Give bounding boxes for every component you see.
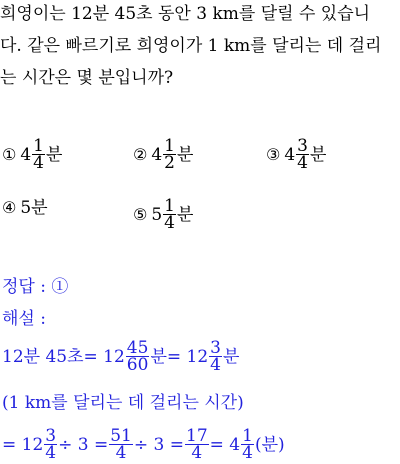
denominator: 4 [33, 153, 44, 173]
denominator: 4 [115, 443, 127, 463]
numerator: 3 [45, 426, 57, 446]
option-fraction [296, 138, 309, 171]
option-marker: ② [133, 144, 148, 164]
option-marker: ④ [2, 198, 17, 217]
option-whole: 4 [20, 144, 32, 165]
option-1[interactable] [2, 138, 62, 171]
numerator: 17 [186, 426, 208, 446]
numerator: 3 [297, 136, 308, 156]
option-unit: 분 [31, 198, 48, 218]
explanation-line-1 [2, 340, 239, 373]
numerator: 3 [210, 338, 221, 358]
option-3[interactable] [266, 138, 326, 171]
denominator: 4 [210, 355, 221, 375]
unit-text: 분 [222, 346, 240, 367]
option-marker: ③ [266, 144, 281, 164]
option-unit: 분 [310, 144, 327, 165]
fraction [109, 428, 133, 461]
fraction [241, 428, 254, 461]
option-5[interactable] [133, 198, 193, 231]
option-whole: 4 [284, 144, 296, 165]
numerator: 45 [126, 338, 149, 358]
denominator: 2 [164, 153, 175, 173]
fraction [126, 340, 150, 373]
option-marker: ① [2, 144, 17, 164]
denominator: 4 [191, 443, 203, 463]
denominator: 4 [297, 153, 308, 173]
option-fraction [163, 138, 176, 171]
denominator: 4 [164, 213, 175, 233]
operator-text: ÷ 3 = [58, 434, 109, 455]
operator-text: ÷ 3 = [133, 434, 184, 455]
question-line-1: 희영이는 12분 45초 동안 3 km를 달릴 수 있습니 [0, 4, 371, 24]
denominator: 60 [126, 355, 149, 375]
question-line-3: 는 시간은 몇 분입니까? [0, 68, 174, 88]
numerator: 1 [164, 136, 175, 156]
time-text: 12분 45초 [2, 346, 84, 367]
explanation-line-2: (1 km를 달리는 데 걸리는 시간) [2, 393, 244, 413]
option-unit: 분 [46, 144, 63, 165]
option-unit: 분 [177, 144, 194, 165]
explanation-label: 해설 : [2, 309, 46, 329]
denominator: 4 [45, 443, 57, 463]
option-4[interactable] [2, 198, 48, 218]
option-marker: ⑤ [133, 204, 148, 224]
equals-text: = 4 [209, 434, 241, 455]
option-whole: 5 [151, 204, 163, 225]
equals-text: = 12 [166, 346, 209, 367]
option-whole: 5 [20, 198, 32, 218]
explanation-line-3 [2, 428, 285, 461]
denominator: 4 [242, 443, 253, 463]
question-line-2: 다. 같은 빠르기로 희영이가 1 km를 달리는 데 걸리 [0, 36, 382, 56]
answer-label: 정답 : ① [2, 277, 69, 297]
option-fraction [163, 198, 176, 231]
numerator: 51 [110, 426, 132, 446]
option-whole: 4 [151, 144, 163, 165]
option-unit: 분 [177, 204, 194, 225]
numerator: 1 [242, 426, 253, 446]
unit-text: 분 [150, 346, 167, 367]
fraction [44, 428, 57, 461]
option-2[interactable] [133, 138, 193, 171]
equals-text: = 12 [83, 346, 125, 367]
numerator: 1 [164, 196, 175, 216]
numerator: 1 [33, 136, 44, 156]
fraction [209, 340, 222, 373]
fraction [185, 428, 209, 461]
option-fraction [32, 138, 45, 171]
equals-text: = 12 [2, 434, 44, 455]
unit-text: (분) [254, 434, 285, 455]
